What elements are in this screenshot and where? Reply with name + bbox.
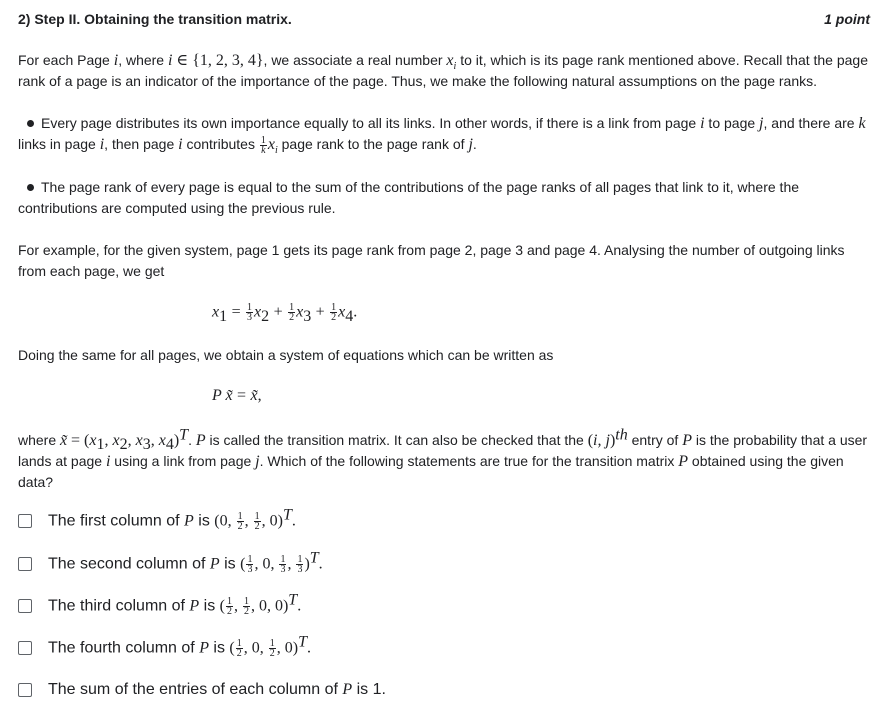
checkbox-option-2[interactable] [18, 557, 32, 571]
system-paragraph: Doing the same for all pages, we obtain a system of equations which can be written as [18, 347, 554, 363]
option-2[interactable] [18, 548, 323, 576]
bullet-icon [27, 184, 34, 191]
option-2-label: The second column of P is ( $\frac{1}{3}$ , 0, $\frac{1}{3}$ , $\frac{1}{3}$ )$^T$. [48, 548, 323, 575]
option-1-label: The first column of P is (0, $\frac{1}{2}$ , $\frac{1}{2}$ , 0)$^T$. [48, 505, 296, 532]
checkbox-option-4[interactable] [18, 641, 32, 655]
bullet-item-2: The page rank of every page is equal to the sum of the contributions of the page ranks of all pages that link to it, where the contributions are computed using the previous rule. [18, 179, 800, 216]
checkbox-option-3[interactable] [18, 599, 32, 613]
option-4[interactable] [18, 632, 311, 660]
option-4-label: The fourth column of P is ( $\frac{1}{2}$ , 0, $\frac{1}{2}$ , 0)$^T$. [48, 632, 311, 659]
where-paragraph: where x̃ = ($x_1$, $x_2$, $x_3$, $x_4)^T$. P is called the transition matrix. It can also be checked that the (i, j)$^{th}$ entry of P is the probability that a user lands at page i using a link from page j. Which of the following statements are true for the transition matrix P obtained using the given data? [18, 426, 868, 490]
bullet-icon [27, 120, 34, 127]
option-3-label: The third column of P is ( $\frac{1}{2}$ , $\frac{1}{2}$ , 0, 0)$^T$. [48, 590, 302, 617]
matrix-equation: P x̃ = x̃, [212, 387, 262, 404]
question-title: 2) Step II. Obtaining the transition matrix. [18, 11, 292, 27]
bullet-item-1: Every page distributes its own importance equally to all its links. In other words, if there is a link from page i to page j, and there are k links in page i, then page i contributes $\frac{1}{k}$ $x_i$ page rank to the page rank of j. [18, 115, 866, 157]
option-5-label: The sum of the entries of each column of P is 1. [48, 681, 386, 698]
example-paragraph: For example, for the given system, page 1 gets its page rank from page 2, page 3 and page 4. Analysing the number of outgoing links from each page, we get [18, 242, 845, 279]
question-header [18, 11, 870, 31]
checkbox-option-5[interactable] [18, 683, 32, 697]
checkbox-option-1[interactable] [18, 514, 32, 528]
intro-paragraph: For each Page i, where i ∈ {1, 2, 3, 4}, we associate a real number $x_i$ to it, which is its page rank mentioned above. Recall that the page rank of a page is an indicator of the importance of the page. Thus, we make the following natural assumptions on the page ranks. [18, 52, 868, 89]
example-equation: $x_1$ = $\frac{1}{3}$ $x_2$ + $\frac{1}{2}$ $x_3$ + $\frac{1}{2}$ $x_4$. [212, 302, 358, 325]
question-points: 1 point [824, 11, 870, 27]
option-1[interactable] [18, 505, 296, 533]
option-3[interactable] [18, 590, 302, 618]
option-5[interactable] [18, 678, 386, 702]
